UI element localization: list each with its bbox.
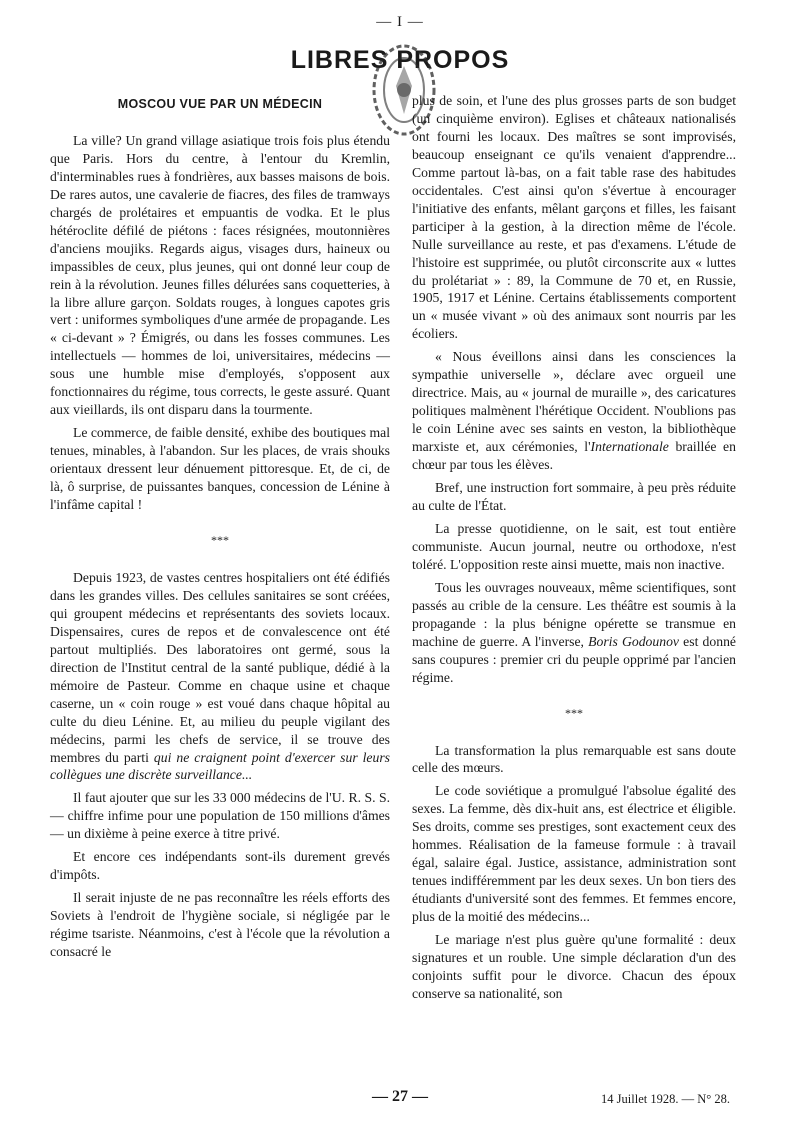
paragraph (412, 579, 736, 687)
paragraph-text: est donné sans coupures : premier cri du peuple opprimé par l'ancien régime. (412, 633, 737, 685)
paragraph (50, 569, 390, 784)
italic-text: qui ne craignent point d'exercer sur leurs collègues une discrète surveillance... (50, 749, 391, 783)
paragraph: La ville? Un grand village asiatique trois fois plus étendu que Paris. Hors du centre, à l'entour du Kremlin, d'interminables rues à fondrières, aux basses maisons de bois. De rares autos, une cavalerie de fiacres, des files de tramways chargés de prolétaires et empuantis de vodka. Et le plus hétéroclite défilé de piétons : faces résignées, moutonnières d'anciens moujiks. Regards aigus, visages durs, haineux ou impassibles de ceux, plus jeunes, qui ont donné leur coup de rein à la révolution. Jeunes filles délurées sans coquetteries, à la libre allure garçon. Soldats rouges, à longues capotes gris vert : uniformes symboliques d'une armée de propagande. Les « ci-devant » ? Émigrés, ou dans les fosses communes. Les intellectuels — hommes de loi, universitaires, médecins — sous une humble mise d'employés, s'opposent aux fonctionnaires du régime, tous corrects, le geste assuré. Quant aux vieillards, ils ont disparu dans la tourmente. (50, 132, 390, 418)
paragraph-text: braillée en chœur par tous les élèves. (412, 439, 736, 473)
article-title: MOSCOU VUE PAR UN MÉDECIN (117, 97, 323, 111)
issue-date: 14 Juillet 1928. — N° 28. (601, 1092, 730, 1106)
left-column (50, 92, 390, 966)
paragraph: La transformation la plus remarquable est sans doute celle des mœurs. (412, 742, 736, 776)
masthead: LIBRES PROPOS (290, 46, 510, 74)
section-divider (412, 705, 736, 720)
paragraph: plus de soin, et l'une des plus grosses parts de son budget (un cinquième environ). Eglises et châteaux nationalisés ont fourni les locaux. Des maîtres se sont improvisés, beaucoup enseignant ce qu'ils venaient d'apprendre... Comme partout là-bas, on a fait table rase des habitudes occidentales. C'est ainsi qu'on s'évertue à encourager l'initiative des enfants, mêlant garçons et filles, les faisant participer à la gestion, à la direction même de l'école. Nulle surveillance au reste, et pas d'examens. L'étude de l'histoire est supprimée, ou plutôt circonscrite aux « luttes du prolétariat » : 89, la Commune de 70 et, en Russie, 1905, 1917 et Lénine. Certains établissements comportent un « musée vivant » où des animaux sont nourris par les écoliers. (412, 93, 736, 342)
asterism: *** (565, 705, 583, 720)
paragraph: Il serait injuste de ne pas reconnaître les réels efforts des Soviets à l'endroit de l'hygiène sociale, si négligée par le régime tsariste. Néanmoins, c'est à l'école que la révolution a consacré le (50, 890, 390, 960)
italic-text: Internationale (590, 439, 669, 455)
paragraph: Le commerce, de faible densité, exhibe des boutiques mal tenues, minables, à l'abandon. Sur les places, de vrais shouks orientaux dressent leur dénuement pittoresque. Et, de ci, de là, ô surprise, de puissantes banques, concession de Lénine à l'infâme capital ! (50, 425, 390, 513)
top-page-marker: — I — (376, 14, 424, 30)
paragraph-text: Tous les ouvrages nouveaux, même scientifiques, sont passés au crible de la censure. Les théâtre est soumis à la propagande : la plus bénigne opérette se transmue en machine de guerre. A l'inverse, (412, 579, 736, 649)
right-column (412, 92, 736, 1008)
section-divider (50, 532, 390, 547)
paragraph: Et encore ces indépendants sont-ils durement grevés d'impôts. (50, 849, 390, 883)
page-number: — 27 — (372, 1088, 428, 1105)
paragraph: Le mariage n'est plus guère qu'une formalité : deux signatures et un rouble. Une simple déclaration d'un des conjoints suffit pour le divorce. Chacun des époux conserve sa nationalité, son (412, 932, 736, 1001)
paragraph-text: « Nous éveillons ainsi dans les consciences la sympathie universelle », déclare avec orgueil une directrice. Mais, au « journal de muraille », des caricatures politiques malmènent l'hérétique Occident. N'oublions pas le coin Lénine avec ses saints en veston, la bibliothèque marxiste et, aux cérémonies, l' (412, 349, 736, 455)
paragraph: Il faut ajouter que sur les 33 000 médecins de l'U. R. S. S. — chiffre infime pour une population de 150 millions d'âmes — un dixième à peine exerce à titre privé. (50, 790, 390, 842)
paragraph-text: Depuis 1923, de vastes centres hospitaliers ont été édifiés dans les grandes villes. Des cellules sanitaires se sont créées, qui groupent médecins et représentants des soviets locaux. Dispensaires, cures de repos et de convalescence ont été partout multipliés. Des laboratoires ont germé, sous la direction de l'Institut central de la santé publique, dédié à la mémoire de Pasteur. Comme en chaque usine et chaque caserne, un « coin rouge » est voué dans chaque hôpital au culte du dieu Lénine. Et, au milieu du peuple vigilant des médecins, parmi les chefs de service, il se trouve des membres du parti (50, 569, 390, 765)
paragraph: La presse quotidienne, on le sait, est tout entière communiste. Aucun journal, neutre ou orthodoxe, n'est toléré. L'opposition reste ainsi muette, mais non inactive. (412, 520, 736, 572)
italic-text: Boris Godounov (588, 633, 679, 649)
paragraph (412, 348, 736, 474)
paragraph: Bref, une instruction fort sommaire, à peu près réduite au culte de l'État. (412, 480, 736, 513)
asterism: *** (211, 532, 229, 547)
paragraph: Le code soviétique a promulgué l'absolue égalité des sexes. La femme, dès dix-huit ans, est électrice et éligible. Ses droits, comme ses prestiges, sont exactement ceux des hommes. Réalisation de la fameuse formule : à travail égal, salaire égal. Justice, assistance, administration sont tenues indifféremment par les deux sexes. Un bon tiers des étudiants d'université sont des femmes. Et femmes encore, plus de la moitié des médecins... (412, 783, 736, 925)
